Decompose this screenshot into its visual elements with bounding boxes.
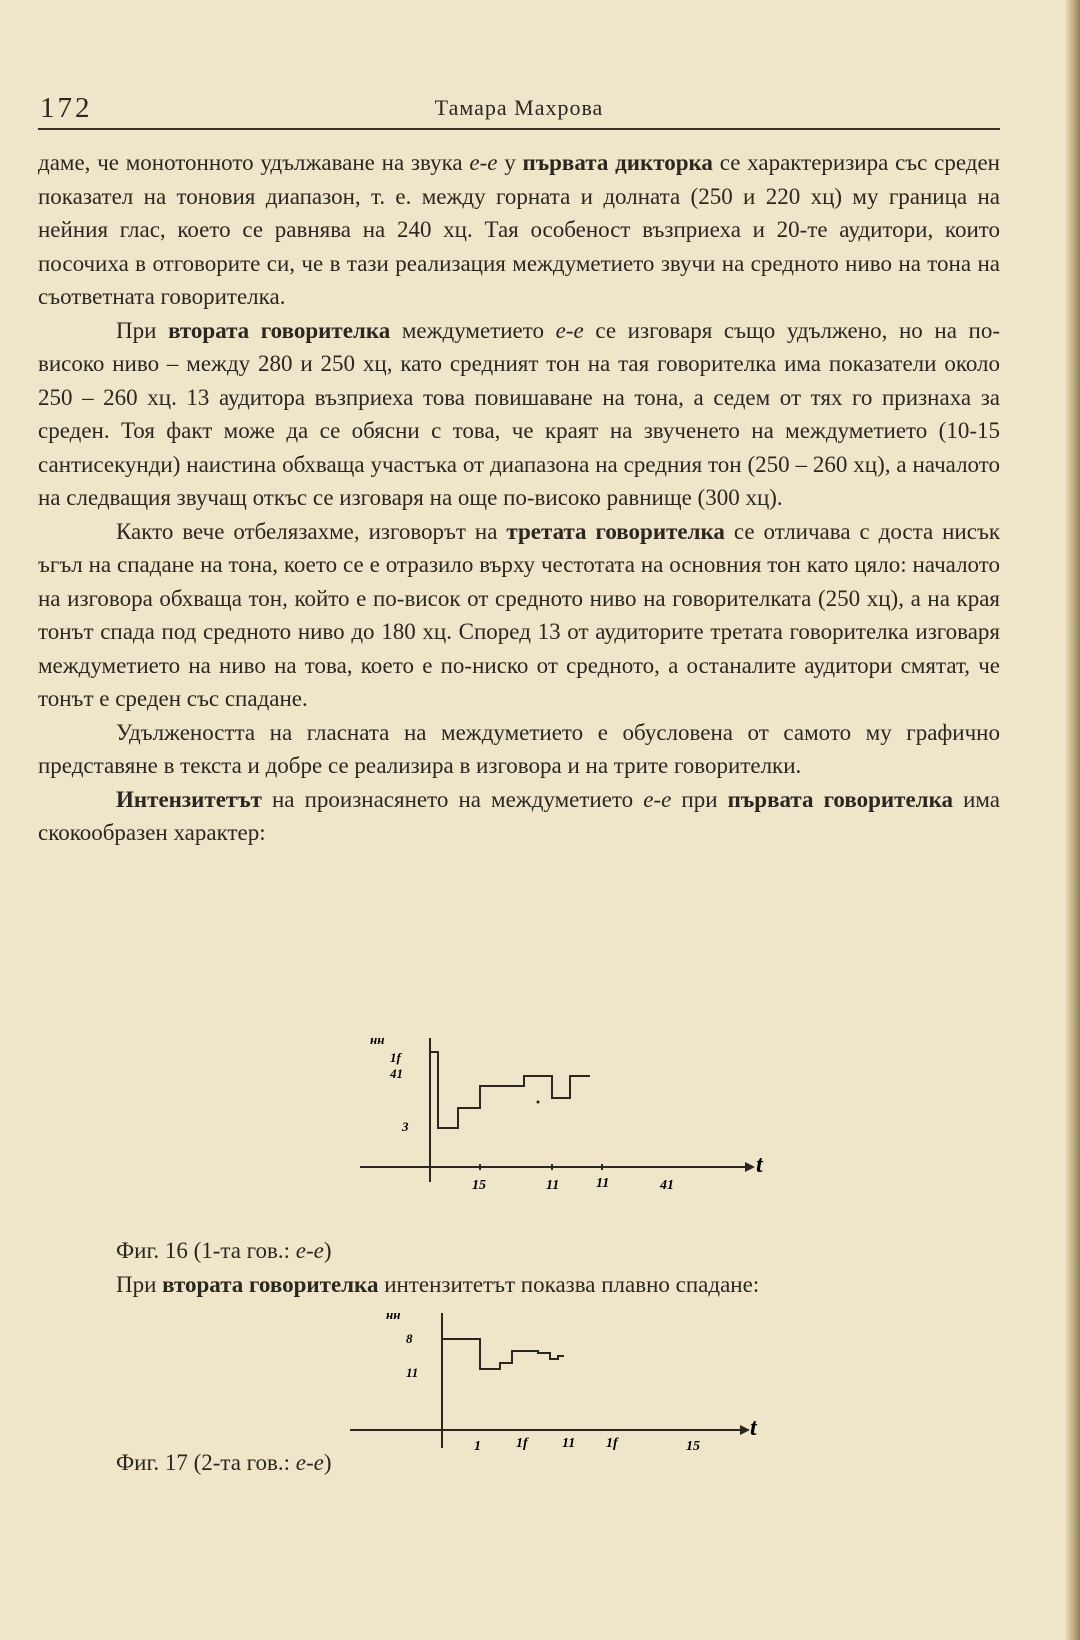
fig17-x-label: 1 [474,1439,481,1454]
fig17-y-label: 11 [406,1365,419,1380]
figure-16-caption: Фиг. 16 (1-та гов.: е-е) [116,1238,332,1263]
text-run: у [497,150,523,175]
fig17-x-label: 15 [686,1439,700,1454]
fig17-x-label: 1f [516,1436,528,1451]
fig16-y-label: 41 [390,1066,403,1081]
figure-17-caption: Фиг. 17 (2-та гов.: е-е) [116,1450,332,1475]
fig17-x-label: 11 [562,1436,576,1451]
text-run: интензитетът показва плавно спадане: [378,1272,760,1297]
figure-17-lead-text [116,1272,996,1298]
text-run: даме, че монотонното удължаване на звука [38,150,470,175]
bold-term: втората говорителка [168,317,391,343]
text-run: се изговаря също удължено, но на по-високо ниво – между 280 и 250 хц, като средният тон на тая говорителка има показатели около 250 – 260 хц. 13 аудитора възприеха това повишаване на тона, а седем от тях го признаха за среден. Тоя факт може да се обясни с това, че краят на звученето на междуметието (10-15 сантисекунди) наистина обхваща участъка от диапазона на средния тон (250 – 260 хц), а началото на следващия звучащ откъс се изговаря на още по-високо равнище (300 хц). [38,317,1001,510]
fig17-x-label: 1f [606,1436,618,1451]
fig17-y-label: нн [386,1307,401,1322]
running-head: Тамара Махрова [434,95,604,120]
text-run: има скокообразен характер: [38,786,1000,845]
fig16-axis-label: t [756,1152,763,1178]
bold-term: Интензитетът [116,786,262,812]
text-run: се характеризира със среден показател на тоновия диапазон, т. е. между горната и долната (250 и 220 хц) му граница на нейния глас, което се равнява на 240 хц. Тая особеност възприеха и 20-те аудитори, които посочиха в отговорите си, че в тази реализация междуметието звучи на средното ниво на тона на съответната говорителка. [38,150,1000,309]
fig16-y-label: 1f [390,1050,401,1065]
italic-term: е-е [555,317,584,343]
fig16-x-label: 11 [546,1178,560,1193]
paragraph [38,314,1000,515]
italic-term: е-е [469,150,498,175]
text-run: на произнасянето на междуметието [261,786,644,812]
page-number: 172 [40,92,93,124]
fig16-dot [537,1101,540,1104]
body-text [38,146,1000,850]
fig16-intensity-curve [430,1052,590,1128]
text-run: при [671,786,728,812]
text-run: Както вече отбелязахме, изговорът на [116,518,507,544]
paragraph [38,515,1000,716]
fig17-y-label: 8 [406,1331,413,1346]
fig17-intensity-curve [442,1339,564,1369]
bold-term: третата говорителка [506,518,725,544]
text-run: се отличава с доста нисък ъгъл на спадане на тона, което се е отразило върху честотата на основния тон като цяло: началото на изговора обхваща тон, който е по-висок от средното ниво на говорителката (250 хц), а на края тонът спада под средното ниво до 180 хц. Според 13 от аудиторите третата говорителка изговаря междуметието на ниво на това, което е по-ниско от средното, а останалите аудитори смятат, че тонът е среден със спадане. [38,518,1001,711]
bold-term: първата дикторка [522,150,713,175]
text-run: Удължеността на гласната на междуметието е обусловена от самото му графично представяне в текста и добре се реализира в изговора и на трите говорителки. [38,719,1000,778]
paragraph [38,783,1000,850]
fig16-x-label: 11 [596,1176,610,1191]
fig16-x-label: 15 [472,1178,486,1193]
page-header [38,88,1000,130]
fig16-x-arrow [745,1162,755,1172]
italic-term: е-е [643,786,672,812]
fig16-x-label: 41 [660,1178,674,1193]
fig16-y-label: нн [370,1032,385,1047]
paragraph [38,716,1000,783]
figure-16 [360,1030,780,1210]
fig17-axis-label: t [750,1415,757,1441]
bold-term: първата говорителка [727,786,953,812]
fig17-x-arrow [740,1425,750,1435]
text-run: междуметието [390,317,556,343]
bold-term: втората говорителка [162,1272,379,1297]
paragraph [38,146,1000,314]
text-run: При [116,1272,163,1297]
text-run: При [116,317,169,343]
figure-17 [350,1305,790,1455]
page-edge [1066,0,1080,1640]
fig16-y-label: 3 [402,1119,409,1134]
